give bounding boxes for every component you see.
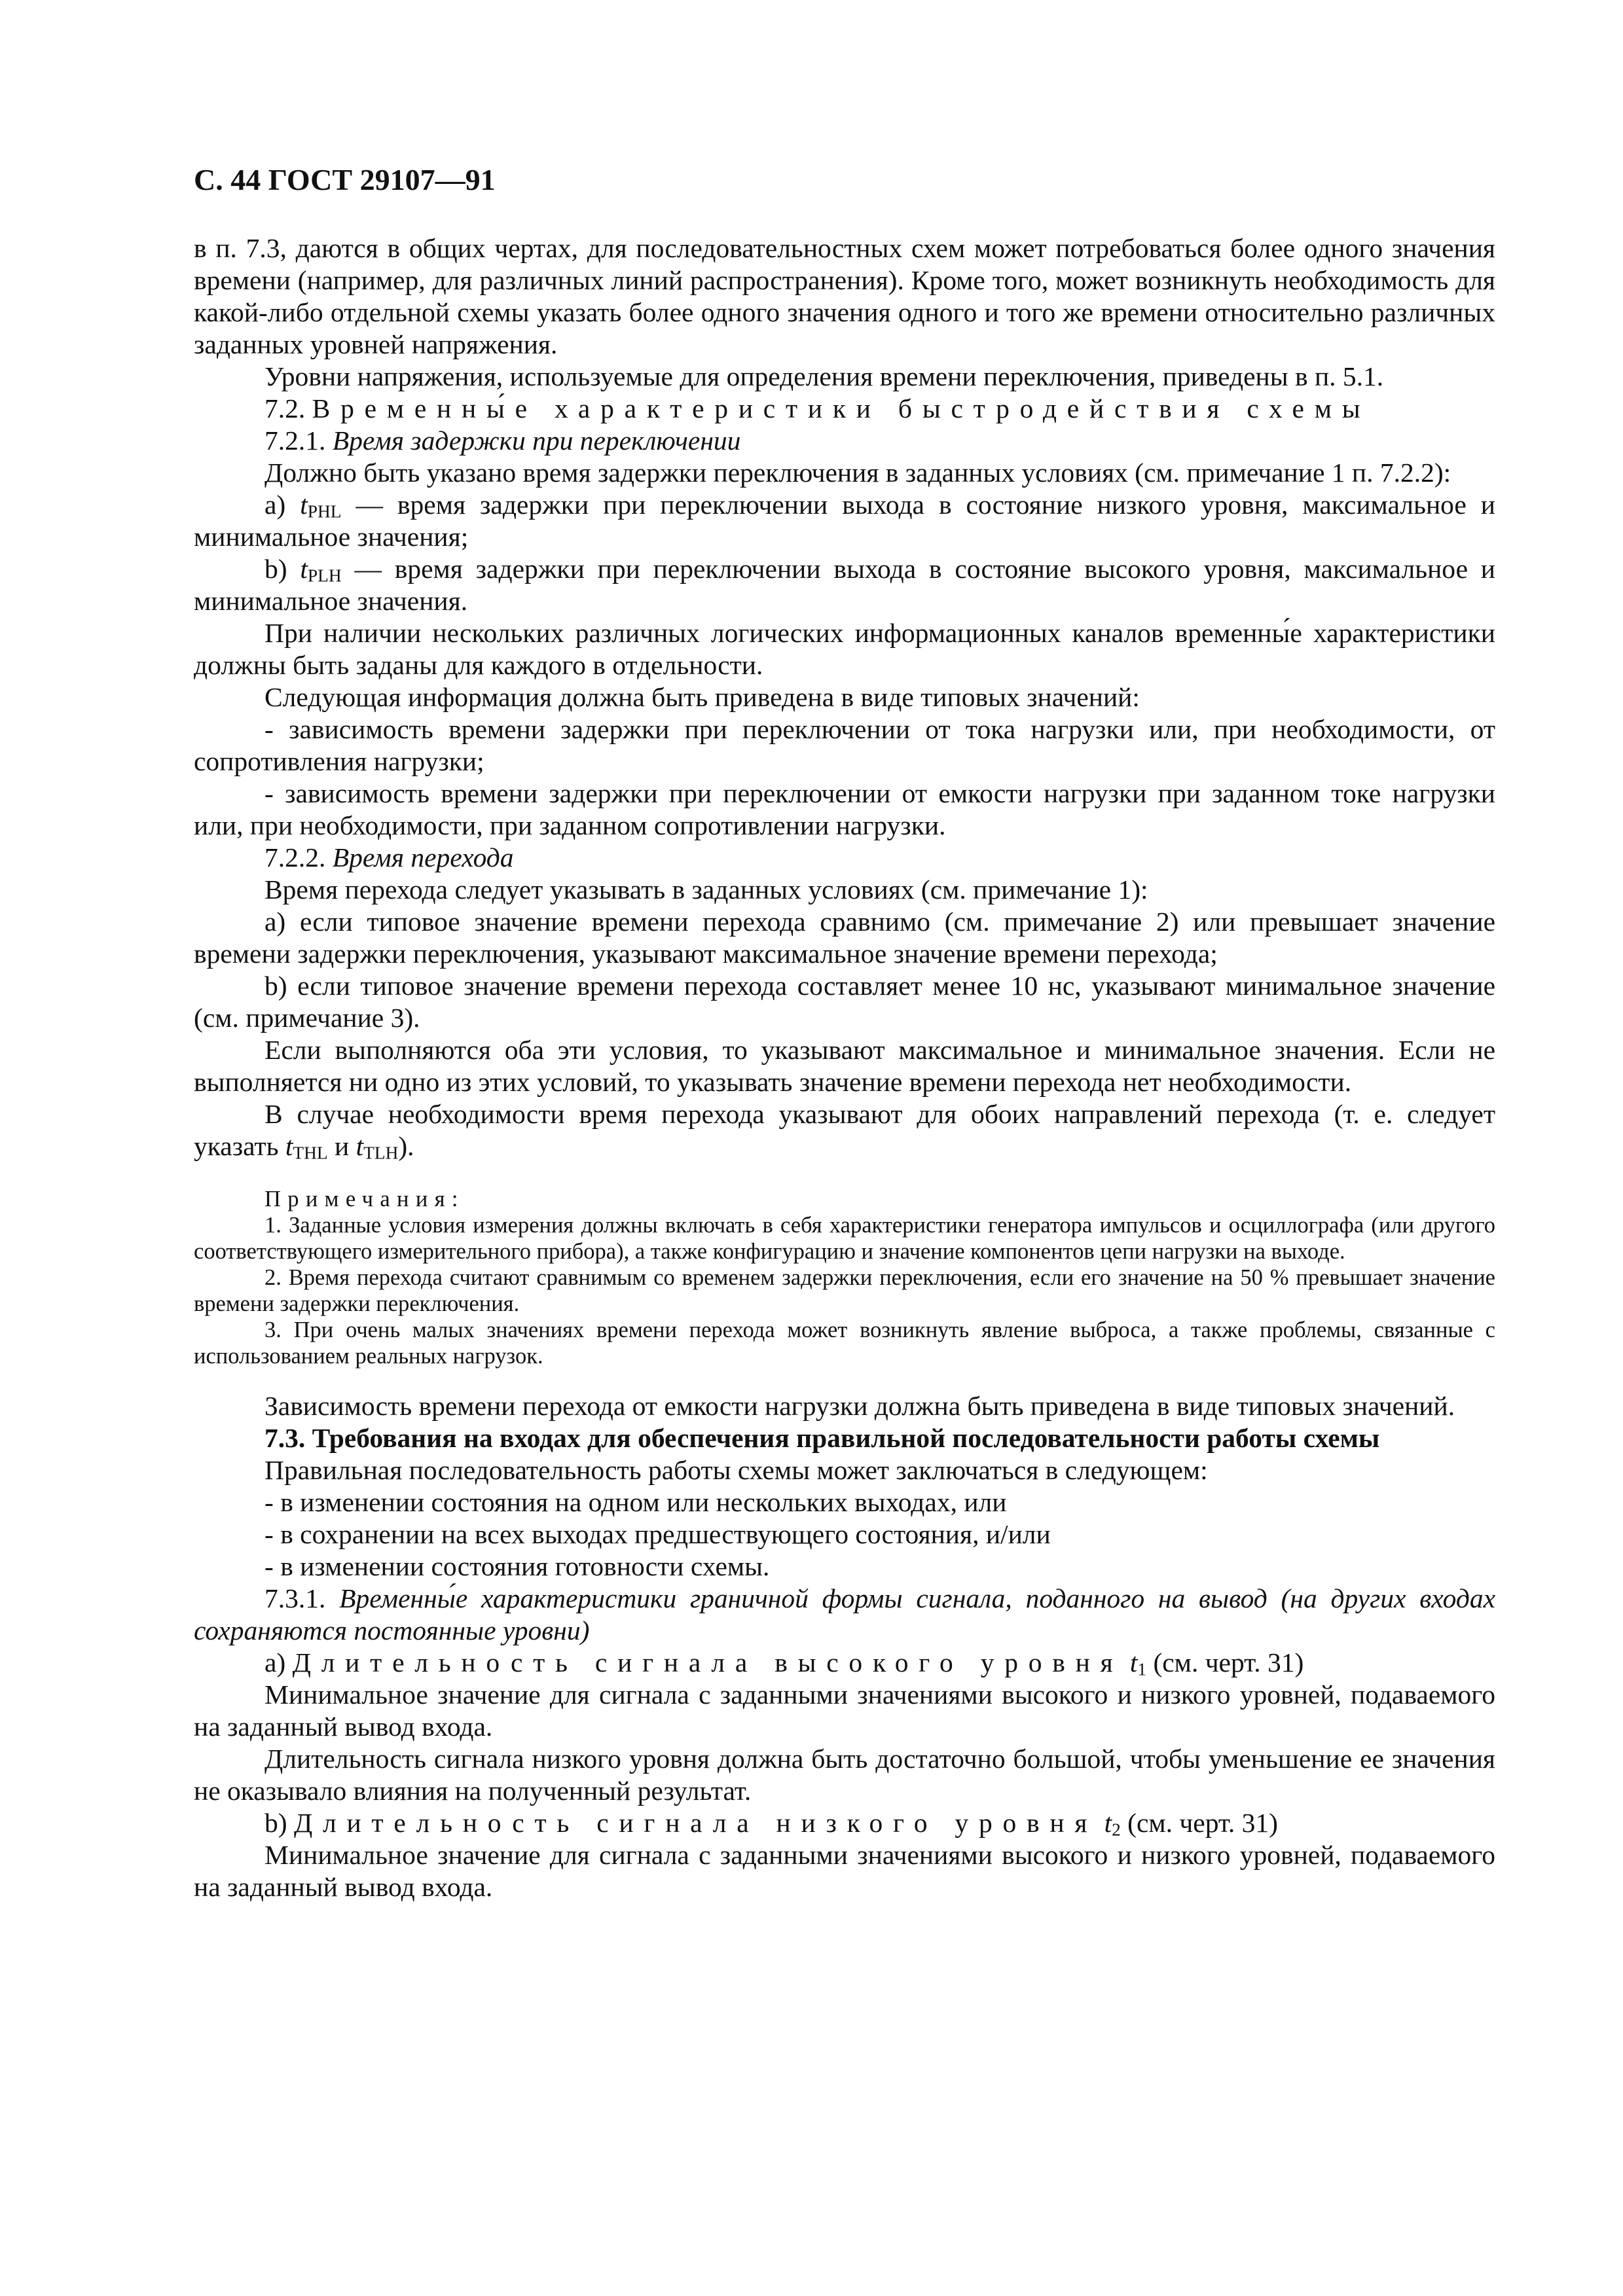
symbol: t (1104, 1808, 1112, 1838)
item-text: — время задержки при переключении выхода в состояние низкого уровня, максимальное и минимальное значения; (194, 490, 1496, 552)
item-a-tphl (194, 489, 1495, 553)
section-7-2-1-heading (194, 425, 1495, 457)
section-title: Время задержки при переключении (332, 425, 741, 456)
symbol-subscript: 1 (1137, 1659, 1147, 1679)
paragraph-typical-values: Следующая информация должна быть приведена в виде типовых значений: (264, 682, 1140, 712)
paragraph-both-conditions: Если выполняются оба эти условия, то указывают максимальное и минимальное значения. Если не выполняется ни одно из этих условий, то указывать значение времени перехода нет необходимости. (194, 1035, 1495, 1097)
section-title: Время перехода (332, 842, 514, 872)
section-number: 7.2.2. (264, 842, 326, 872)
note-1: 1. Заданные условия измерения должны включать в себя характеристики генератора импульсов и осциллографа (или другого соответствующего измерительного прибора), а также конфигурацию и значение компонентов цепи нагрузки на выходе. (194, 1213, 1495, 1264)
item-title: Длительность сигнала высокого уровня (292, 1647, 1123, 1677)
symbol: t (356, 1131, 364, 1161)
note-3: 3. При очень малых значениях времени перехода может возникнуть явление выброса, а также проблемы, связанные с использованием реальных нагрузок. (194, 1318, 1495, 1369)
symbol-subscript: PLH (307, 565, 342, 586)
paragraph-continuation: в п. 7.3, даются в общих чертах, для последовательностных схем может потребоваться более одного значения времени (например, для различных линий распространения). Кроме того, может возникнуть необходимость для какой-либо отдельной схемы указать более одного значения одного и того же времени относительно различных заданных уровней напряжения. (194, 233, 1495, 359)
notes-title: Примечания: (264, 1187, 465, 1211)
paragraph-min-value-high: Минимальное значение для сигнала с заданными значениями высокого и низкого уровней, подаваемого на заданный вывод входа. (194, 1679, 1495, 1742)
item-b-low-duration (194, 1807, 1495, 1839)
text-segment: В случае необходимости время перехода указывают для обоих направлений перехода (т. е. следует указать (194, 1099, 1495, 1161)
item-ref: (см. черт. 31) (1146, 1647, 1304, 1677)
paragraph-channels: При наличии нескольких различных логических информационных каналов временны́е характеристики должны быть заданы для каждого в отдельности. (194, 618, 1495, 680)
item-b-tplh (194, 553, 1495, 617)
document-page (194, 160, 1495, 1903)
item-a-transition: а) если типовое значение времени перехода сравнимо (см. примечание 2) или превышает значение времени задержки переключения, указывают максимальное значение времени перехода; (194, 906, 1495, 969)
symbol-subscript: 2 (1112, 1820, 1121, 1840)
paragraph-transition-spec: Время перехода следует указывать в заданных условиях (см. примечание 1): (264, 874, 1148, 905)
text-segment: ). (398, 1131, 414, 1161)
section-title: Временны́е характеристики граничной формы сигнала, поданного на вывод (на других входах сохраняются постоянные уровни) (194, 1583, 1496, 1645)
text-segment: и (327, 1131, 356, 1161)
dash-item-state-change: - в изменении состояния на одном или нескольких выходах, или (264, 1487, 1007, 1517)
dash-item-state-keep: - в сохранении на всех выходах предшествующего состояния, и/или (264, 1519, 1051, 1549)
item-ref: (см. черт. 31) (1120, 1808, 1279, 1838)
item-label: а) (264, 490, 286, 520)
item-label: b) (264, 554, 287, 584)
item-title: Длительность сигнала низкого уровня (293, 1808, 1098, 1838)
dash-item-load-current: - зависимость времени задержки при переключении от тока нагрузки или, при необходимости, от сопротивления нагрузки; (194, 714, 1495, 776)
item-b-transition: b) если типовое значение времени перехода составляет менее 10 нс, указывают минимальное значение (см. примечание 3). (194, 971, 1495, 1033)
paragraph-correct-sequence: Правильная последовательность работы схемы может заключаться в следующем: (264, 1455, 1208, 1485)
symbol: t (300, 554, 308, 584)
symbol-subscript: TLH (363, 1143, 399, 1163)
item-a-high-duration (194, 1647, 1495, 1679)
section-number: 7.2. (264, 393, 306, 423)
paragraph-voltage-levels: Уровни напряжения, используемые для определения времени переключения, приведены в п. 5.1. (264, 361, 1384, 391)
item-label: а) (264, 1647, 286, 1677)
section-7-3-1-heading (194, 1583, 1495, 1647)
page-header: С. 44 ГОСТ 29107—91 (194, 163, 496, 196)
note-2: 2. Время перехода считают сравнимым со временем задержки переключения, если его значение на 50 % превышает значение времени задержки переключения. (194, 1265, 1495, 1316)
dash-item-load-capacitance: - зависимость времени задержки при переключении от емкости нагрузки при заданном токе нагрузки или, при необходимости, при заданном сопротивлении нагрузки. (194, 778, 1495, 840)
item-text: — время задержки при переключении выхода в состояние высокого уровня, максимальное и минимальное значения. (194, 554, 1495, 616)
paragraph-low-duration-note: Длительность сигнала низкого уровня должна быть достаточно большой, чтобы уменьшение ее значения не оказывало влияния на полученный результат. (194, 1744, 1495, 1806)
section-number: 7.3.1. (264, 1583, 326, 1613)
section-7-3-heading: 7.3. Требования на входах для обеспечения правильной последовательности работы схемы (264, 1423, 1380, 1453)
symbol-subscript: THL (293, 1143, 328, 1163)
paragraph-delay-spec: Должно быть указано время задержки переключения в заданных условиях (см. примечание 1 п. 7.2.2): (264, 457, 1451, 488)
paragraph-transition-capacitance: Зависимость времени перехода от емкости нагрузки должна быть приведена в виде типовых значений. (264, 1391, 1455, 1421)
symbol: t (300, 490, 308, 520)
dash-item-ready-state: - в изменении состояния готовности схемы. (264, 1551, 770, 1581)
section-7-2-heading (194, 393, 1495, 425)
item-label: b) (264, 1808, 287, 1838)
symbol: t (1129, 1647, 1138, 1677)
section-7-2-2-heading (194, 842, 1495, 874)
paragraph-min-value-low: Минимальное значение для сигнала с заданными значениями высокого и низкого уровней, подаваемого на заданный вывод входа. (194, 1840, 1495, 1902)
symbol-subscript: PHL (307, 501, 342, 522)
section-number: 7.2.1. (264, 425, 326, 456)
paragraph-both-directions (194, 1098, 1495, 1162)
section-title: Временны́е характеристики быстродействия схемы (312, 393, 1371, 423)
symbol: t (285, 1131, 293, 1161)
